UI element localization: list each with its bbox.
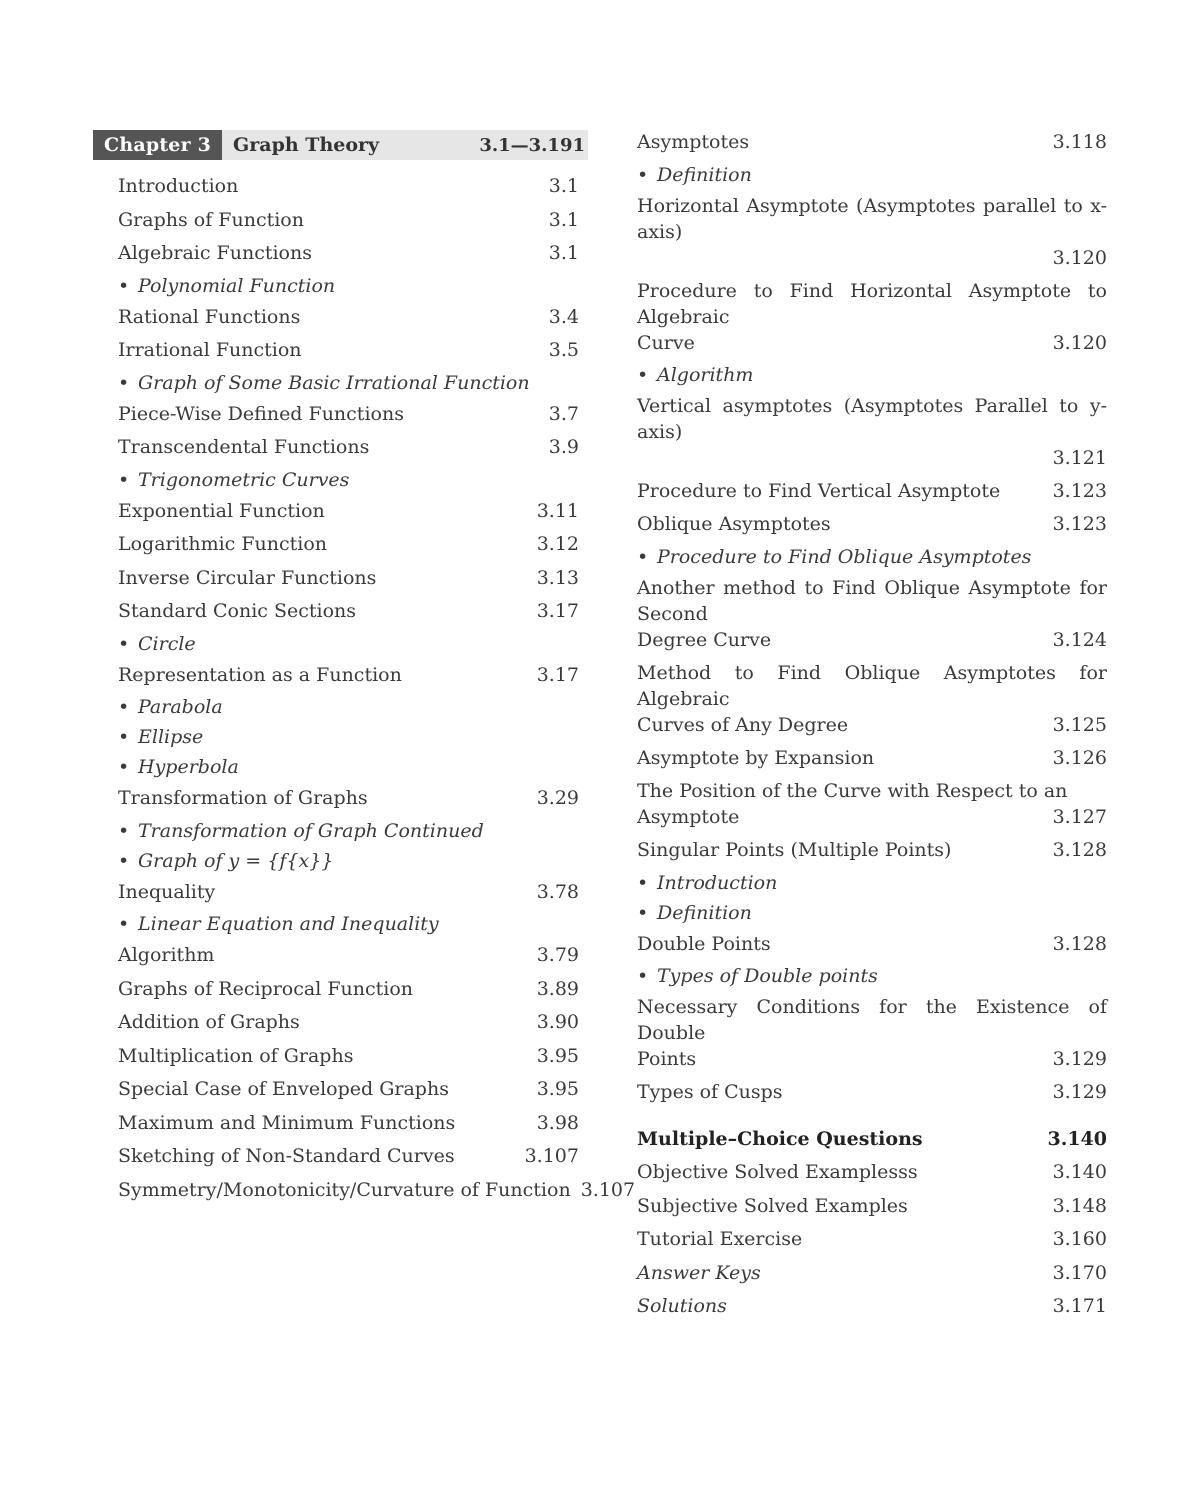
- toc-entry: [118, 659, 579, 693]
- toc-entry-page: 3.129: [1052, 1081, 1107, 1103]
- toc-entry-page: 3.1: [548, 242, 579, 264]
- toc-entry-title-cont: Points: [637, 1048, 697, 1070]
- toc-entry-page: 3.11: [536, 499, 579, 522]
- bullet-icon: •: [637, 965, 649, 987]
- toc-entry-title: Standard Conic Sections: [118, 600, 357, 622]
- toc-subentry-title: Linear Equation and Inequality: [138, 913, 439, 935]
- toc-entry: [637, 475, 1107, 509]
- toc-entry: [637, 991, 1107, 1076]
- toc-entry-page: 3.12: [536, 533, 579, 555]
- toc-entry: [118, 939, 579, 973]
- toc-entry: [118, 204, 579, 238]
- toc-entry-continuation: [637, 1046, 1107, 1072]
- toc-subentry-title: Definition: [657, 901, 752, 924]
- toc-entry-title: Procedure to Find Horizontal Asymptote to Algebraic: [637, 279, 1107, 328]
- toc-entry-page: 3.95: [536, 1078, 579, 1100]
- toc-entry-page: 3.127: [1052, 806, 1107, 828]
- toc-entry-title: Answer Keys: [637, 1261, 761, 1284]
- toc-subentry-title: Ellipse: [138, 726, 204, 748]
- toc-subentry-title: Procedure to Find Oblique Asymptotes: [657, 545, 1032, 568]
- toc-entry: [637, 1156, 1107, 1190]
- toc-entry-title: Horizontal Asymptote (Asymptotes parallel to x-axis): [637, 194, 1107, 243]
- toc-entry-page: 3.5: [548, 339, 579, 361]
- toc-entry-title: Symmetry/Monotonicity/Curvature of Function: [118, 1178, 571, 1201]
- toc-entry-title: Graphs of Reciprocal Function: [118, 977, 414, 1000]
- toc-entry-continuation: [637, 330, 1107, 356]
- toc-entry-page: 3.148: [1052, 1194, 1107, 1217]
- bullet-icon: •: [118, 696, 130, 718]
- toc-entry: [118, 595, 579, 629]
- toc-entry-page: 3.79: [536, 944, 579, 966]
- bullet-icon: •: [118, 468, 130, 491]
- toc-entry-page: 3.17: [536, 663, 579, 686]
- toc-entry-title: Types of Cusps: [637, 1081, 783, 1103]
- toc-entry-title: Another method to Find Oblique Asymptote for Second: [637, 576, 1107, 625]
- toc-entry-title: Singular Points (Multiple Points): [637, 839, 952, 861]
- toc-entry-page: 3.124: [1052, 628, 1107, 651]
- toc-entry-page: 3.120: [1052, 331, 1107, 354]
- bullet-icon: •: [637, 901, 649, 924]
- toc-subentry-title: Introduction: [657, 871, 778, 894]
- toc-entry: [118, 495, 579, 529]
- toc-entry-page: 3.140: [1047, 1127, 1107, 1150]
- toc-entry-page: 3.121: [1052, 446, 1107, 469]
- toc-entry-title-cont: Asymptote: [637, 806, 740, 828]
- bullet-icon: •: [118, 371, 130, 394]
- toc-entry-title: Multiple–Choice Questions: [637, 1127, 923, 1150]
- toc-entry-title: Subjective Solved Examples: [637, 1194, 908, 1217]
- toc-entry-page: 3.170: [1052, 1261, 1107, 1284]
- toc-entry: [118, 398, 579, 432]
- toc-subentry: [118, 846, 579, 876]
- toc-entry-title: Addition of Graphs: [118, 1011, 300, 1033]
- toc-entry: [118, 1073, 579, 1107]
- toc-entry-page: 3.9: [548, 436, 579, 458]
- toc-entry: [118, 1174, 636, 1208]
- toc-entry-page: 3.120: [1052, 246, 1107, 269]
- toc-subentry: [118, 271, 579, 301]
- toc-entry: [637, 572, 1107, 657]
- toc-entry-page: 3.128: [1052, 932, 1107, 955]
- chapter-label: Chapter 3: [93, 130, 222, 160]
- toc-entry-title: Procedure to Find Vertical Asymptote: [637, 479, 1001, 502]
- toc-entry: [118, 1140, 579, 1174]
- toc-entry-page: 3.1: [548, 175, 579, 197]
- toc-subentry-title: Trigonometric Curves: [138, 468, 350, 491]
- toc-entry-page: 3.7: [548, 402, 579, 425]
- toc-entry: [637, 1257, 1107, 1291]
- chapter-title: Graph Theory: [233, 134, 380, 156]
- toc-entry-title: The Position of the Curve with Respect to an: [637, 780, 1068, 802]
- toc-subentry-title: Polynomial Function: [138, 274, 336, 297]
- toc-subentry-title: Transformation of Graph Continued: [138, 819, 484, 842]
- toc-entry-page: 3.78: [536, 880, 579, 903]
- toc-subentry-title: Graph of y = {f{x}}: [138, 849, 334, 872]
- toc-entry-page: 3.13: [536, 566, 579, 589]
- toc-entry: [637, 834, 1107, 868]
- toc-entry-title: Tutorial Exercise: [637, 1228, 803, 1250]
- chapter-header: [93, 130, 588, 160]
- bullet-icon: •: [118, 819, 130, 842]
- toc-subentry: [637, 961, 1107, 991]
- toc-subentry: [118, 692, 579, 722]
- chapter-page-range: 3.1—3.191: [479, 134, 585, 156]
- toc-entry: [118, 562, 579, 596]
- toc-entry: [118, 528, 579, 562]
- toc-entry: [637, 126, 1107, 160]
- toc-entry-title: Exponential Function: [118, 499, 325, 522]
- toc-entry-page: 3.128: [1052, 839, 1107, 861]
- toc-entry: [118, 876, 579, 910]
- toc-entry-title: Rational Functions: [118, 305, 301, 328]
- toc-subentry: [637, 360, 1107, 390]
- toc-entry-title: Sketching of Non-Standard Curves: [118, 1145, 455, 1167]
- toc-entry-title: Asymptotes: [637, 131, 750, 153]
- toc-entry: [637, 1223, 1107, 1257]
- toc-left-column: [93, 126, 636, 1207]
- toc-entry-title: Logarithmic Function: [118, 533, 328, 555]
- toc-entry: [118, 237, 579, 271]
- toc-subentry-title: Graph of Some Basic Irrational Function: [138, 371, 530, 394]
- toc-entry-page: 3.107: [580, 1178, 636, 1201]
- bullet-icon: •: [118, 274, 130, 297]
- toc-entry-title: Necessary Conditions for the Existence of Double: [637, 996, 1107, 1044]
- toc-entry-page: 3.123: [1052, 479, 1107, 502]
- toc-entry-page: 3.126: [1052, 746, 1107, 769]
- bullet-icon: •: [118, 913, 130, 935]
- bullet-icon: •: [637, 871, 649, 894]
- toc-entry: [118, 334, 579, 368]
- toc-entry-title: Multiplication of Graphs: [118, 1044, 354, 1067]
- toc-subentry: [637, 868, 1107, 898]
- toc-entry: [637, 275, 1107, 360]
- toc-subentry: [118, 909, 579, 939]
- toc-subentry-title: Definition: [657, 163, 752, 186]
- toc-subentry: [118, 816, 579, 846]
- toc-left-list: [93, 170, 636, 1207]
- toc-entry-title: Transformation of Graphs: [118, 787, 368, 809]
- toc-subentry: [637, 542, 1107, 572]
- section-gap: [637, 1110, 1107, 1123]
- toc-entry: [118, 973, 579, 1007]
- bullet-icon: •: [118, 726, 130, 748]
- toc-entry-page: 3.125: [1052, 713, 1107, 736]
- toc-entry-title: Algorithm: [118, 944, 215, 966]
- toc-entry: [637, 1290, 1107, 1324]
- toc-entry-page: 3.98: [536, 1111, 579, 1134]
- bullet-icon: •: [118, 849, 130, 872]
- toc-entry-continuation: [637, 627, 1107, 653]
- toc-entry: [637, 1123, 1107, 1157]
- toc-entry-page: 3.118: [1052, 131, 1107, 153]
- toc-entry: [637, 1076, 1107, 1110]
- toc-subentry: [637, 160, 1107, 190]
- toc-subentry-title: Algorithm: [657, 363, 754, 386]
- toc-entry-title: Algebraic Functions: [118, 242, 312, 264]
- toc-entry: [637, 928, 1107, 962]
- toc-entry-page: 3.107: [524, 1145, 579, 1167]
- bullet-icon: •: [118, 632, 130, 655]
- toc-subentry-title: Parabola: [138, 696, 223, 718]
- toc-entry-title-cont: Curves of Any Degree: [637, 713, 849, 736]
- toc-entry: [637, 508, 1107, 542]
- toc-entry: [118, 301, 579, 335]
- toc-entry-page: 3.160: [1052, 1228, 1107, 1250]
- toc-entry-page: 3.4: [548, 305, 579, 328]
- toc-entry-page: 3.29: [536, 787, 579, 809]
- toc-subentry-title: Circle: [138, 632, 196, 655]
- toc-entry: [118, 1107, 579, 1141]
- toc-entry-page: 3.89: [536, 977, 579, 1000]
- toc-entry-continuation: [637, 445, 1107, 471]
- toc-right-column: [637, 126, 1107, 1324]
- toc-entry: [637, 190, 1107, 275]
- toc-subentry: [118, 368, 579, 398]
- bullet-icon: •: [118, 756, 130, 778]
- toc-entry-title: Piece-Wise Defined Functions: [118, 402, 404, 425]
- toc-entry-title: Oblique Asymptotes: [637, 513, 831, 535]
- toc-entry-title-cont: Degree Curve: [637, 628, 772, 651]
- toc-entry-title: Graphs of Function: [118, 208, 304, 231]
- bullet-icon: •: [637, 545, 649, 568]
- toc-subentry-title: Hyperbola: [138, 756, 239, 778]
- toc-entry: [637, 775, 1107, 834]
- toc-subentry: [118, 752, 579, 782]
- toc-entry-page: 3.90: [536, 1011, 579, 1033]
- toc-entry-title: Transcendental Functions: [118, 436, 370, 458]
- toc-right-list: [637, 126, 1107, 1324]
- toc-entry: [118, 431, 579, 465]
- toc-entry-continuation: [637, 712, 1107, 738]
- toc-entry-title: Asymptote by Expansion: [637, 746, 875, 769]
- toc-entry: [118, 170, 579, 204]
- toc-entry-title: Special Case of Enveloped Graphs: [118, 1078, 449, 1100]
- toc-entry-title: Vertical asymptotes (Asymptotes Parallel to y-axis): [637, 394, 1107, 443]
- toc-entry-title: Representation as a Function: [118, 663, 402, 686]
- toc-entry-title: Inequality: [118, 880, 216, 903]
- toc-entry-title: Objective Solved Examplesss: [637, 1161, 918, 1183]
- toc-entry: [637, 742, 1107, 776]
- toc-entry-title: Maximum and Minimum Functions: [118, 1111, 456, 1134]
- toc-entry-continuation: [637, 245, 1107, 271]
- toc-entry: [118, 782, 579, 816]
- toc-entry-page: 3.123: [1052, 513, 1107, 535]
- toc-entry-title: Method to Find Oblique Asymptotes for Algebraic: [637, 661, 1107, 710]
- toc-entry-title: Inverse Circular Functions: [118, 566, 377, 589]
- toc-entry-page: 3.1: [548, 208, 579, 231]
- toc-entry-title: Irrational Function: [118, 339, 302, 361]
- toc-entry: [637, 657, 1107, 742]
- toc-entry-page: 3.17: [536, 600, 579, 622]
- toc-subentry: [118, 629, 579, 659]
- toc-entry-page: 3.140: [1052, 1161, 1107, 1183]
- bullet-icon: •: [637, 163, 649, 186]
- toc-subentry: [637, 898, 1107, 928]
- toc-subentry: [118, 722, 579, 752]
- toc-entry: [637, 390, 1107, 475]
- toc-entry-page: 3.95: [536, 1044, 579, 1067]
- toc-entry-title: Solutions: [637, 1295, 727, 1317]
- toc-entry-page: 3.171: [1052, 1295, 1107, 1317]
- toc-entry: [118, 1040, 579, 1074]
- toc-entry-continuation: [637, 804, 1107, 830]
- toc-subentry: [118, 465, 579, 495]
- toc-entry-title-cont: Curve: [637, 331, 695, 354]
- toc-subentry-title: Types of Double points: [657, 965, 878, 987]
- toc-entry: [637, 1190, 1107, 1224]
- toc-entry-page: 3.129: [1052, 1048, 1107, 1070]
- toc-entry-title: Double Points: [637, 932, 771, 955]
- toc-entry-title: Introduction: [118, 175, 239, 197]
- bullet-icon: •: [637, 363, 649, 386]
- toc-entry: [118, 1006, 579, 1040]
